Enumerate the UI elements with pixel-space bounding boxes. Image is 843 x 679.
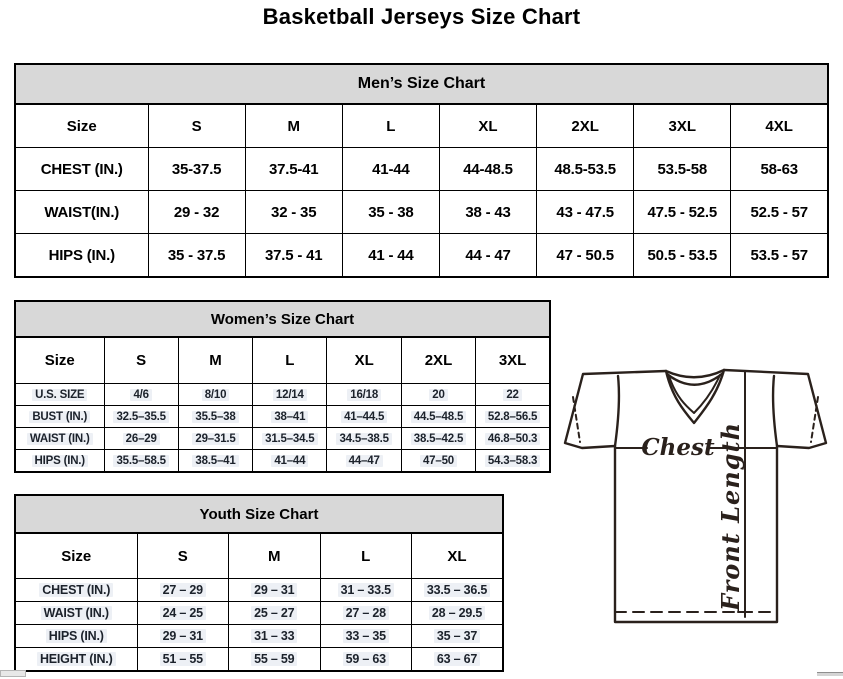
table-cell: 44–47 xyxy=(327,450,401,473)
table-cell: 46.8–50.3 xyxy=(476,428,550,450)
column-header: Size xyxy=(15,337,104,384)
column-header: S xyxy=(148,104,245,148)
table-cell: 31 – 33.5 xyxy=(320,579,412,602)
table-title: Youth Size Chart xyxy=(15,495,503,533)
table-cell: 20 xyxy=(401,384,475,406)
table-row xyxy=(15,428,550,450)
column-header: 2XL xyxy=(537,104,634,148)
table-row xyxy=(15,625,503,648)
table-cell: 44 - 47 xyxy=(439,234,536,278)
column-header: XL xyxy=(439,104,536,148)
table-row xyxy=(15,602,503,625)
table-cell: 31.5–34.5 xyxy=(253,428,327,450)
table-cell: 12/14 xyxy=(253,384,327,406)
table-cell: 35 – 37 xyxy=(412,625,504,648)
table-row xyxy=(15,384,550,406)
table-cell: 43 - 47.5 xyxy=(537,191,634,234)
column-header: Size xyxy=(15,533,137,579)
table-row xyxy=(15,191,828,234)
table-cell: 41-44 xyxy=(342,148,439,191)
table-row xyxy=(15,648,503,672)
table-row xyxy=(15,450,550,473)
column-header: L xyxy=(342,104,439,148)
row-label: WAIST (IN.) xyxy=(15,602,137,625)
table-cell: 38–41 xyxy=(253,406,327,428)
table-cell: 27 – 29 xyxy=(137,579,229,602)
column-header: 3XL xyxy=(634,104,731,148)
table-cell: 54.3–58.3 xyxy=(476,450,550,473)
table-cell: 34.5–38.5 xyxy=(327,428,401,450)
table-cell: 47.5 - 52.5 xyxy=(634,191,731,234)
table-cell: 25 – 27 xyxy=(229,602,321,625)
column-header: M xyxy=(229,533,321,579)
jersey-measurement-diagram xyxy=(552,355,842,645)
row-label: WAIST(IN.) xyxy=(15,191,148,234)
table-cell: 35 - 38 xyxy=(342,191,439,234)
table-cell: 24 – 25 xyxy=(137,602,229,625)
mens-size-table xyxy=(14,63,829,278)
table-cell: 33 – 35 xyxy=(320,625,412,648)
table-cell: 32.5–35.5 xyxy=(104,406,178,428)
row-label: HIPS (IN.) xyxy=(15,234,148,278)
row-label: CHEST (IN.) xyxy=(15,579,137,602)
table-cell: 28 – 29.5 xyxy=(412,602,504,625)
table-cell: 44-48.5 xyxy=(439,148,536,191)
table-cell: 44.5–48.5 xyxy=(401,406,475,428)
column-header: Size xyxy=(15,104,148,148)
table-cell: 35.5–58.5 xyxy=(104,450,178,473)
table-cell: 53.5 - 57 xyxy=(731,234,828,278)
table-cell: 59 – 63 xyxy=(320,648,412,672)
jersey-diagram-icon xyxy=(552,355,842,645)
column-header: S xyxy=(137,533,229,579)
table-cell: 29–31.5 xyxy=(178,428,252,450)
table-row xyxy=(15,148,828,191)
table-cell: 41–44.5 xyxy=(327,406,401,428)
scrollbar-fragment-right[interactable] xyxy=(817,672,843,676)
table-cell: 22 xyxy=(476,384,550,406)
table-row xyxy=(15,579,503,602)
table-cell: 58-63 xyxy=(731,148,828,191)
collar-back-arc-icon xyxy=(666,370,724,377)
left-armhole-seam-icon xyxy=(615,376,619,446)
table-cell: 29 - 32 xyxy=(148,191,245,234)
column-header: XL xyxy=(327,337,401,384)
table-cell: 29 – 31 xyxy=(137,625,229,648)
table-cell: 26–29 xyxy=(104,428,178,450)
table-cell: 4/6 xyxy=(104,384,178,406)
table-cell: 51 – 55 xyxy=(137,648,229,672)
table-cell: 41 - 44 xyxy=(342,234,439,278)
column-header: M xyxy=(245,104,342,148)
table-cell: 47–50 xyxy=(401,450,475,473)
column-header: L xyxy=(253,337,327,384)
table-cell: 32 - 35 xyxy=(245,191,342,234)
column-header: S xyxy=(104,337,178,384)
table-cell: 41–44 xyxy=(253,450,327,473)
table-title: Women’s Size Chart xyxy=(15,301,550,337)
youth-size-table xyxy=(14,494,504,672)
table-cell: 16/18 xyxy=(327,384,401,406)
row-label: CHEST (IN.) xyxy=(15,148,148,191)
table-cell: 38 - 43 xyxy=(439,191,536,234)
table-cell: 53.5-58 xyxy=(634,148,731,191)
right-armhole-seam-icon xyxy=(773,376,777,446)
table-cell: 37.5 - 41 xyxy=(245,234,342,278)
table-cell: 47 - 50.5 xyxy=(537,234,634,278)
table-cell: 52.5 - 57 xyxy=(731,191,828,234)
row-label: BUST (IN.) xyxy=(15,406,104,428)
column-header: 4XL xyxy=(731,104,828,148)
table-cell: 48.5-53.5 xyxy=(537,148,634,191)
column-header: XL xyxy=(412,533,504,579)
table-cell: 55 – 59 xyxy=(229,648,321,672)
womens-size-table xyxy=(14,300,551,473)
table-cell: 37.5-41 xyxy=(245,148,342,191)
page-title: Basketball Jerseys Size Chart xyxy=(262,4,581,29)
row-label: U.S. SIZE xyxy=(15,384,104,406)
table-cell: 35 - 37.5 xyxy=(148,234,245,278)
scrollbar-fragment-left[interactable] xyxy=(0,670,26,677)
row-label: HIPS (IN.) xyxy=(15,450,104,473)
table-cell: 8/10 xyxy=(178,384,252,406)
table-cell: 38.5–41 xyxy=(178,450,252,473)
table-cell: 31 – 33 xyxy=(229,625,321,648)
table-row xyxy=(15,234,828,278)
table-cell: 38.5–42.5 xyxy=(401,428,475,450)
column-header: 3XL xyxy=(476,337,550,384)
table-cell: 52.8–56.5 xyxy=(476,406,550,428)
table-title: Men’s Size Chart xyxy=(15,64,828,104)
column-header: 2XL xyxy=(401,337,475,384)
row-label: HEIGHT (IN.) xyxy=(15,648,137,672)
table-cell: 35-37.5 xyxy=(148,148,245,191)
front-length-label: Front Length xyxy=(716,421,745,611)
table-cell: 27 – 28 xyxy=(320,602,412,625)
row-label: WAIST (IN.) xyxy=(15,428,104,450)
table-cell: 29 – 31 xyxy=(229,579,321,602)
table-cell: 63 – 67 xyxy=(412,648,504,672)
table-cell: 35.5–38 xyxy=(178,406,252,428)
column-header: L xyxy=(320,533,412,579)
table-row xyxy=(15,406,550,428)
table-cell: 50.5 - 53.5 xyxy=(634,234,731,278)
row-label: HIPS (IN.) xyxy=(15,625,137,648)
column-header: M xyxy=(178,337,252,384)
jersey-outline-icon xyxy=(565,370,826,622)
chest-label: Chest xyxy=(641,434,715,461)
table-cell: 33.5 – 36.5 xyxy=(412,579,504,602)
